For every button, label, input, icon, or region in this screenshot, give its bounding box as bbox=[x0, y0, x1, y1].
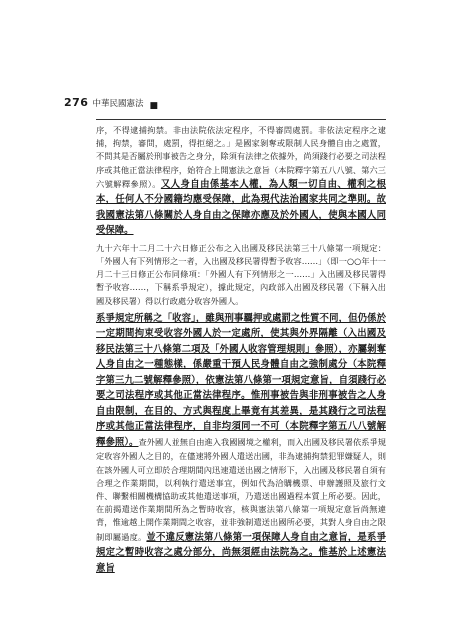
page-number: 276 bbox=[64, 96, 89, 109]
paragraph-3 bbox=[96, 311, 386, 576]
paragraph-2: 九十六年十二月二十六日修正公布之入出國及移民法第三十八條第一項規定：「外國人有下列情形之一者，入出國及移民署得暫予收容……」（即一○○年十一月二十三日修正公布同條項：「外國人有下列情形之一……」入出國及移民署得暫予收容……，下稱系爭規定），據此規定，內政部入出國及移民署（下稱入出國及移民署）得以行政處分收容外國人。 bbox=[96, 242, 386, 306]
paragraph-1-emphasis: 又人身自由係基本人權，為人類一切自由、權利之根本，任何人不分國籍均應受保障，此為現代法治國家共同之準則。故我國憲法第八條關於人身自由之保障亦應及於外國人，使與本國人同受保障。 bbox=[96, 178, 386, 237]
paragraph-1 bbox=[96, 124, 386, 239]
paragraph-3-emphasis-end: 並不違反憲法第八條第一項保障人身自由之意旨，是系爭規定之暫時收容之處分部分，尚無須經由法院為之。惟基於上述憲法意旨 bbox=[96, 531, 386, 574]
header-rule bbox=[96, 119, 386, 120]
paragraph-3-text: 查外國人並無自由進入我國國境之權利，而入出國及移民署依系爭規定收容外國人之目的，在儘速將外國人遣送出國，非為逮捕拘禁犯罪嫌疑人，則在該外國人可立即於合理期間內迅速遣送出國之情形下，入出國及移民署自須有合理之作業期間，以利執行遣送事宜，例如代為洽購機票、申辦護照及旅行文件、聯繫相關機構協助或其他遣送事項，乃遣送出國過程本質上所必要。因此，在前揭遣送作業期間所為之暫時收容，核與憲法第八條第一項規定意旨尚無違背，惟逾越上開作業期間之收容，並非強制遣送出國所必要，其對人身自由之限制即屬過度。 bbox=[96, 436, 386, 542]
book-title: 中華民國憲法 bbox=[92, 98, 144, 109]
page-header bbox=[64, 96, 158, 109]
page-body bbox=[96, 124, 386, 579]
header-mark: ■ bbox=[149, 100, 158, 111]
paragraph-3-emphasis: 系爭規定所稱之「收容」，雖與刑事羈押或處罰之性質不同，但仍係於一定期間拘束受收容外國人於一定處所，使其與外界隔離（入出國及移民法第三十八條第二項及「外國人收容管理規則」參照），亦屬剝奪人身自由之一種態樣，係嚴重干預人民身體自由之強制處分（本院釋字第三九二號解釋參照），依憲法第八條第一項規定意旨，自須踐行必要之司法程序或其他正當法律程序。惟刑事被告與非刑事被告之人身自由限制，在目的、方式與程度上畢竟有其差異，是其踐行之司法程序或其他正當法律程序，自非均須同一不可（本院釋字第五八八號解釋參照）。 bbox=[96, 312, 386, 448]
paragraph-1-text: 序，不得逮捕拘禁。非由法院依法定程序，不得審問處罰。非依法定程序之逮捕，拘禁，審問，處罰，得拒絕之。」是國家剝奪或限制人民身體自由之處置，不問其是否屬於刑事被告之身分，除須有法律之依據外，尚須踐行必要之司法程序或其他正當法律程序，始符合上開憲法之意旨（本院釋字第五八八號、第六三六號解釋參照）。 bbox=[96, 125, 386, 189]
